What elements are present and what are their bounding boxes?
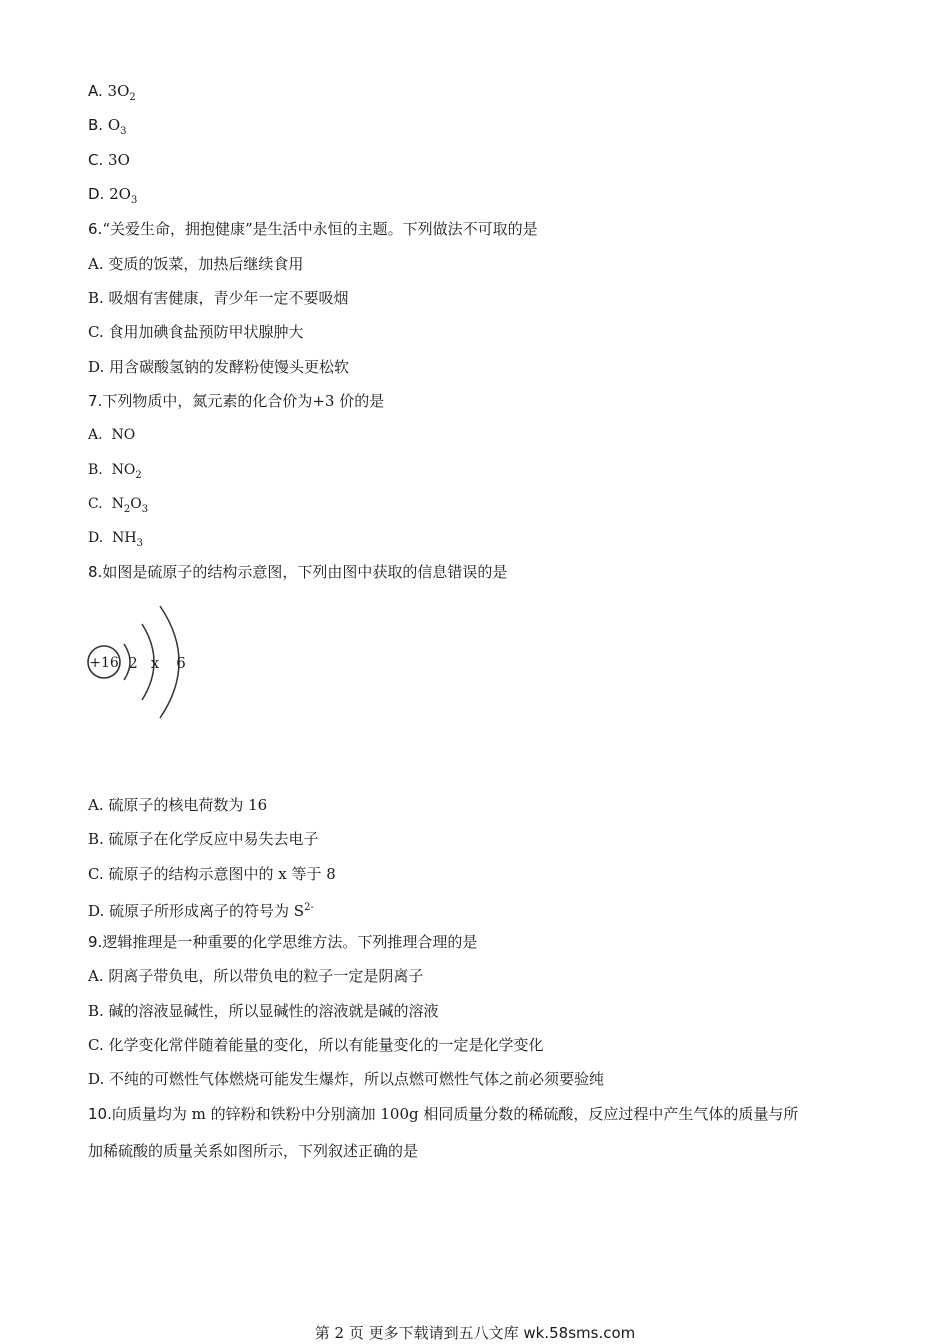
q8-option-c: C. 硫原子的结构示意图中的 x 等于 8 — [88, 865, 336, 883]
q8-stem: 8.如图是硫原子的结构示意图，下列由图中获取的信息错误的是 — [88, 563, 508, 581]
page-number: 第 2 页 — [314, 1324, 364, 1342]
q6-stem: 6.“关爱生命，拥抱健康”是生活中永恒的主题。下列做法不可取的是 — [88, 220, 538, 238]
q9-option-c: C. 化学变化常伴随着能量的变化，所以有能量变化的一定是化学变化 — [88, 1036, 544, 1054]
q7-option-a: A. NO — [88, 427, 136, 443]
q6-option-a: A. 变质的饭菜，加热后继续食用 — [88, 255, 304, 273]
q9-option-b: B. 碱的溶液显碱性，所以显碱性的溶液就是碱的溶液 — [88, 1002, 439, 1020]
q10-stem-line1: 10.向质量均为 m 的锌粉和铁粉中分别滴加 100g 相同质量分数的稀硫酸，反应过程中产生气体的质量与所 — [88, 1105, 799, 1123]
q8-option-d: D. 硫原子所形成离子的符号为 $S^{2-}$ — [88, 902, 314, 920]
q5-option-c: C. 3O — [88, 151, 130, 169]
footer-url[interactable]: wk.58sms.com — [523, 1324, 636, 1342]
q5-option-d: D. $2O_3$ — [88, 185, 138, 206]
q10-stem-line2: 加稀硫酸的质量关系如图所示，下列叙述正确的是 — [88, 1142, 419, 1160]
q7-option-d: D. $NH_3$ — [88, 530, 143, 549]
shell-2-electrons: x — [150, 654, 160, 672]
q8-option-b: B. 硫原子在化学反应中易失去电子 — [88, 830, 319, 848]
q7-stem: 7.下列物质中，氮元素的化合价为+3 价的是 — [88, 392, 385, 410]
shell-1-electrons: 2 — [128, 654, 138, 672]
q7-option-b: B. $NO_2$ — [88, 462, 142, 481]
q5-option-a: A. $3O_2$ — [88, 82, 136, 103]
q5-option-b: B. $O_3$ — [88, 116, 127, 137]
page-footer — [0, 1322, 950, 1343]
q8-option-a: A. 硫原子的核电荷数为 16 — [88, 796, 268, 814]
q9-option-a: A. 阴离子带负电，所以带负电的粒子一定是阴离子 — [88, 967, 424, 985]
nucleus-charge: +16 — [89, 655, 119, 671]
q6-option-c: C. 食用加碘食盐预防甲状腺肿大 — [88, 323, 304, 341]
q6-option-d: D. 用含碳酸氢钠的发酵粉使馒头更松软 — [88, 358, 350, 376]
download-note: 更多下载请到五八文库 — [368, 1324, 519, 1342]
q6-option-b: B. 吸烟有害健康，青少年一定不要吸烟 — [88, 289, 349, 307]
shell-3-electrons: 6 — [176, 654, 186, 672]
q7-option-c: C. $N_2O_3$ — [88, 496, 149, 515]
sulfur-atom-diagram — [86, 602, 196, 722]
q9-stem: 9.逻辑推理是一种重要的化学思维方法。下列推理合理的是 — [88, 933, 478, 951]
q9-option-d: D. 不纯的可燃性气体燃烧可能发生爆炸，所以点燃可燃性气体之前必须要验纯 — [88, 1070, 605, 1088]
